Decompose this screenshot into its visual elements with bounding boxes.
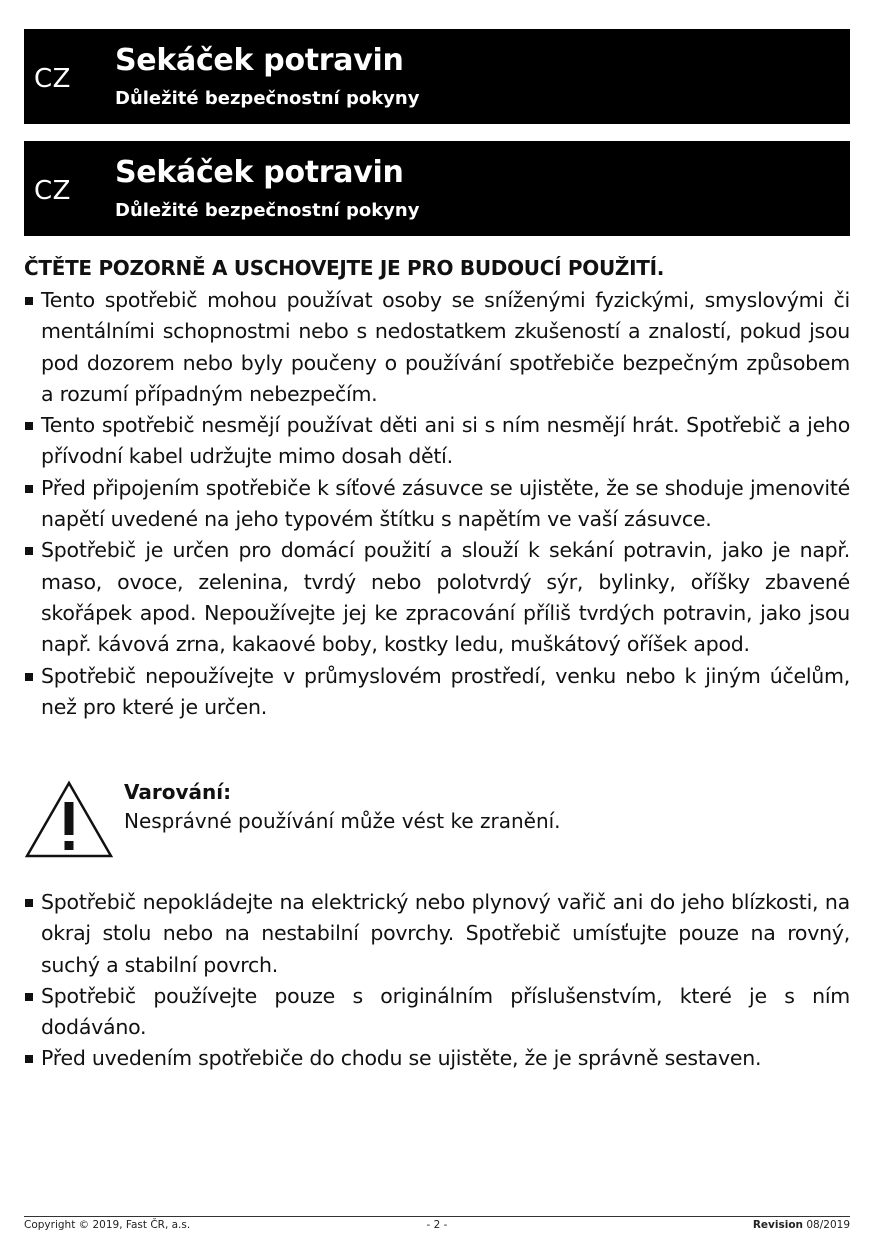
revision: [753, 1219, 850, 1231]
list-item-text: Spotřebič je určen pro domácí použití a slouží k sekání potravin, jako je např. maso, ovoce, zelenina, tvrdý nebo polotvrdý sýr, bylinky, oříšky zbavené skořápek apod. Nepoužívejte jej ke zpracování příliš tvrdých potravin, jako jsou např. kávová zrna, kakaové boby, kostky ledu, muškátový oříšek apod.: [41, 538, 850, 657]
warning-title: Varování:: [124, 780, 232, 804]
header-banner: [24, 29, 850, 124]
bullet-icon: [25, 297, 33, 305]
language-code: CZ: [34, 64, 71, 94]
list-item-text: Spotřebič nepoužívejte v průmyslovém prostředí, venku nebo k jiným účelům, než pro které je určen.: [41, 663, 850, 719]
warning-triangle-icon: [24, 780, 114, 858]
bullet-icon: [25, 485, 33, 493]
revision-label: Revision: [752, 1219, 804, 1231]
document-subtitle: Důležité bezpečnostní pokyny: [115, 88, 420, 109]
section-heading: ČTĚTE POZORNĚ A USCHOVEJTE JE PRO BUDOUCÍ POUŽITÍ.: [24, 256, 665, 280]
revision-value: 08/2019: [806, 1219, 850, 1231]
header-banner: [24, 141, 850, 236]
list-item-text: Tento spotřebič nesmějí používat děti ani si s ním nesmějí hrát. Spotřebič a jeho přívodní kabel udržujte mimo dosah dětí.: [41, 413, 850, 469]
list-item: [24, 285, 850, 410]
safety-instructions-list: [24, 285, 850, 723]
copyright: Copyright © 2019, Fast ČR, a.s.: [24, 1219, 191, 1231]
list-item-text: Tento spotřebič mohou používat osoby se sníženými fyzickými, smyslovými či mentálními schopnostmi nebo s nedostatkem zkušeností a znalostí, pokud jsou pod dozorem nebo byly poučeny o používání spotřebiče bezpečným způsobem a rozumí případným nebezpečím.: [41, 288, 850, 406]
list-item: [24, 473, 850, 536]
footer-divider: [24, 1216, 850, 1217]
list-item: [24, 887, 850, 981]
list-item: [24, 410, 850, 473]
document-title: Sekáček potravin: [115, 43, 404, 78]
bullet-icon: [25, 993, 33, 1001]
page-number: - 2 -: [426, 1219, 448, 1231]
list-item: [24, 981, 850, 1044]
safety-instructions-list: [24, 887, 850, 1075]
list-item-text: Spotřebič používejte pouze s originálním příslušenstvím, které je s ním dodáváno.: [41, 983, 850, 1040]
bullet-icon: [25, 1055, 33, 1063]
bullet-icon: [25, 899, 33, 907]
language-code: CZ: [34, 176, 71, 206]
list-item-text: Před uvedením spotřebiče do chodu se ujistěte, že je správně sestaven.: [41, 1046, 762, 1071]
list-item-text: Spotřebič nepokládejte na elektrický nebo plynový vařič ani do jeho blízkosti, na okraj stolu nebo na nestabilní povrchy. Spotřebič umísťujte pouze na rovný, suchý a stabilní povrch.: [41, 890, 850, 977]
list-item: [24, 1043, 850, 1074]
warning-box: [24, 780, 850, 860]
bullet-icon: [25, 547, 33, 555]
document-title: Sekáček potravin: [115, 155, 404, 190]
list-item-text: Před připojením spotřebiče k síťové zásuvce se ujistěte, že se shoduje jmenovité napětí uvedené na jeho typovém štítku s napětím ve vaší zásuvce.: [41, 475, 850, 532]
bullet-icon: [25, 673, 33, 681]
warning-text: Nesprávné používání může vést ke zranění.: [124, 809, 561, 833]
bullet-icon: [25, 422, 33, 430]
list-item: [24, 661, 850, 724]
list-item: [24, 535, 850, 660]
document-subtitle: Důležité bezpečnostní pokyny: [115, 200, 420, 221]
